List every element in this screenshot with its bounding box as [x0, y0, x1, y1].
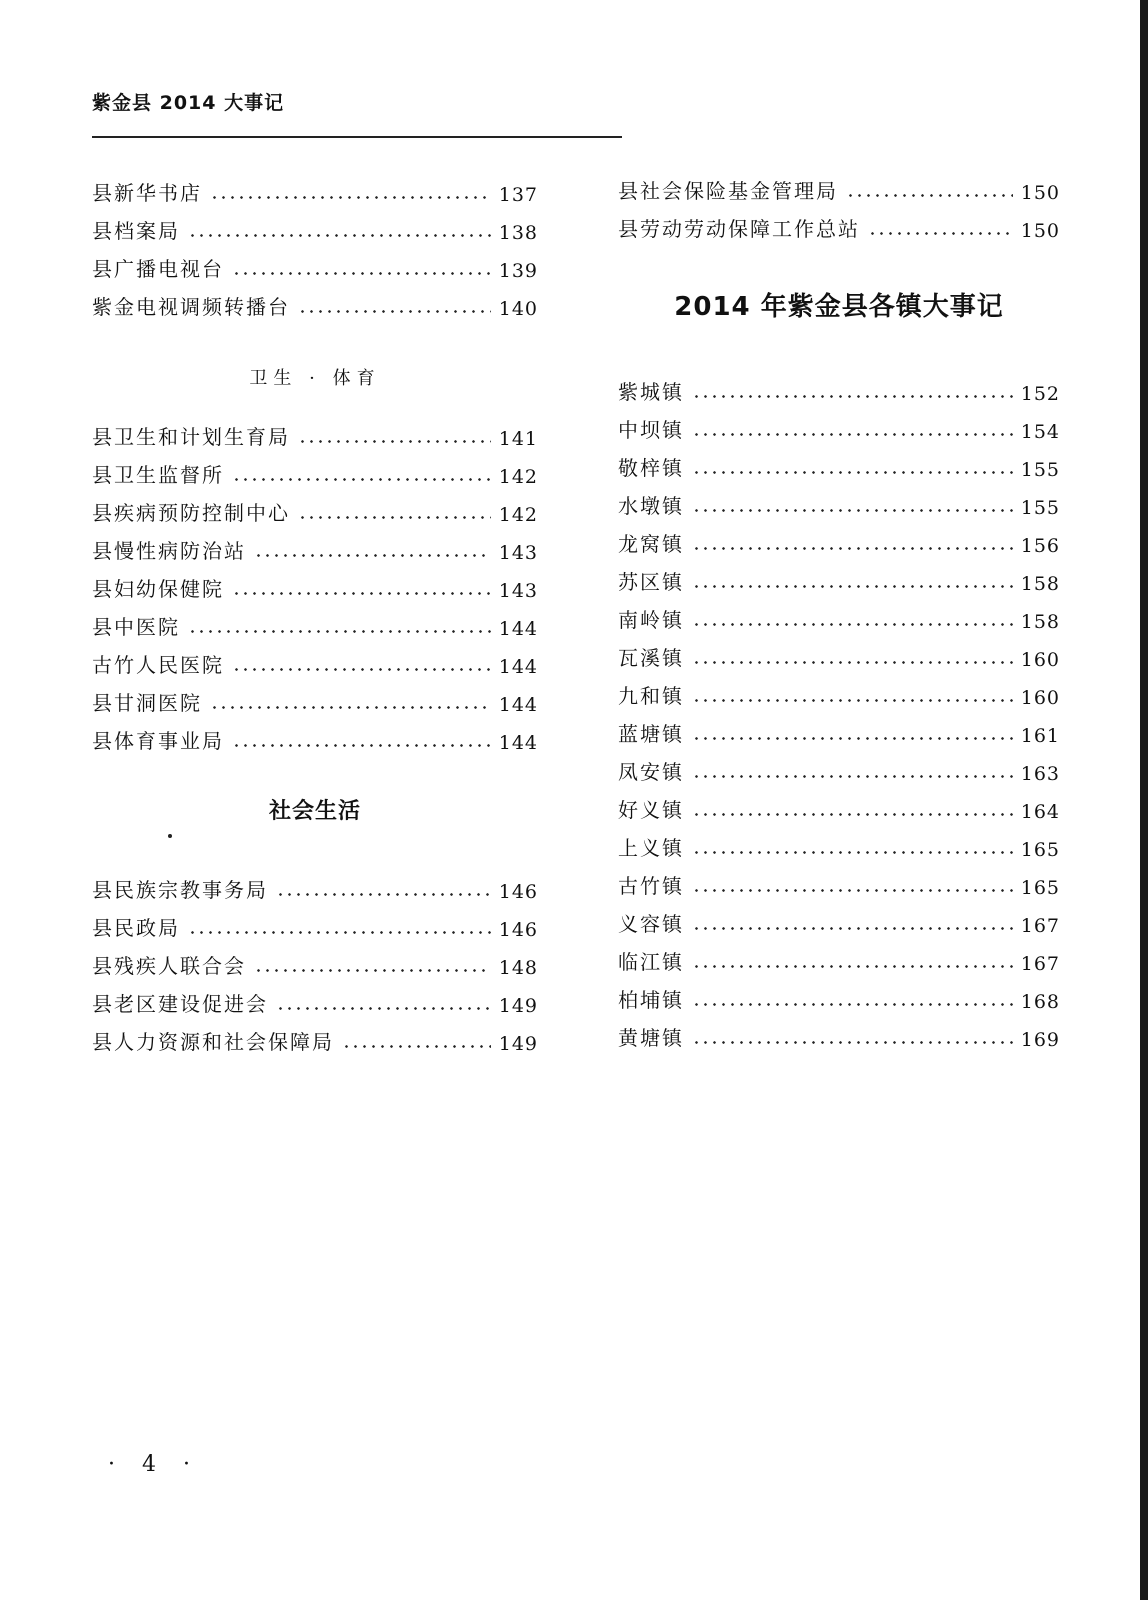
dot-leader	[692, 509, 1013, 512]
toc-entry-page: 168	[1020, 991, 1060, 1013]
dot-leader	[692, 851, 1013, 854]
dot-leader	[692, 585, 1013, 588]
dot-leader	[846, 194, 1013, 197]
dot-leader	[276, 1007, 491, 1010]
toc-entry[interactable]	[618, 166, 1060, 204]
toc-entry-label: 县体育事业局	[92, 729, 224, 753]
toc-entry-page: 144	[498, 618, 538, 640]
dot-leader	[692, 661, 1013, 664]
toc-entry[interactable]	[92, 678, 538, 716]
toc-entry-page: 164	[1020, 801, 1060, 823]
toc-entry[interactable]	[92, 865, 538, 903]
dot-leader	[232, 478, 491, 481]
dot-leader	[232, 272, 491, 275]
dot-leader	[254, 554, 491, 557]
toc-entry[interactable]	[92, 244, 538, 282]
dot-leader	[692, 623, 1013, 626]
toc-entry-label: 县民政局	[92, 916, 180, 940]
toc-entry-label: 县甘洞医院	[92, 691, 202, 715]
toc-entry-page: 161	[1020, 725, 1060, 747]
toc-entry-label: 县老区建设促进会	[92, 992, 268, 1016]
toc-entry-page: 146	[498, 881, 538, 903]
toc-entry[interactable]	[92, 450, 538, 488]
dot-leader	[232, 744, 491, 747]
toc-entry-label: 临江镇	[618, 950, 684, 974]
dot-leader	[692, 1041, 1013, 1044]
toc-entry[interactable]	[618, 937, 1060, 975]
toc-entry[interactable]	[618, 367, 1060, 405]
toc-entry-label: 县疾病预防控制中心	[92, 501, 290, 525]
toc-entry-page: 144	[498, 656, 538, 678]
toc-entry-label: 县民族宗教事务局	[92, 878, 268, 902]
toc-entry-page: 143	[498, 542, 538, 564]
toc-entry-page: 152	[1020, 383, 1060, 405]
toc-entry-label: 县广播电视台	[92, 257, 224, 281]
toc-entry[interactable]	[618, 595, 1060, 633]
dot-leader	[692, 927, 1013, 930]
toc-entry[interactable]	[92, 1017, 538, 1055]
dot-leader	[298, 310, 491, 313]
toc-entry-label: 瓦溪镇	[618, 646, 684, 670]
toc-entry[interactable]	[618, 519, 1060, 557]
dot-leader	[342, 1045, 491, 1048]
toc-entry[interactable]	[618, 785, 1060, 823]
toc-entry-label: 县档案局	[92, 219, 180, 243]
dot-leader	[210, 706, 491, 709]
toc-entry-label: 县劳动劳动保障工作总站	[618, 217, 860, 241]
toc-entry-page: 137	[498, 184, 538, 206]
dot-leader	[232, 592, 491, 595]
toc-entry-label: 县卫生监督所	[92, 463, 224, 487]
toc-entry-label: 古竹镇	[618, 874, 684, 898]
toc-entry-label: 县慢性病防治站	[92, 539, 246, 563]
toc-entry-page: 165	[1020, 877, 1060, 899]
toc-entry-page: 139	[498, 260, 538, 282]
toc-entry-page: 143	[498, 580, 538, 602]
dot-leader	[868, 232, 1013, 235]
toc-entry-page: 149	[498, 995, 538, 1017]
toc-entry[interactable]	[92, 602, 538, 640]
dot-leader	[692, 889, 1013, 892]
toc-entry-page: 148	[498, 957, 538, 979]
toc-entry[interactable]	[92, 979, 538, 1017]
toc-entry[interactable]	[92, 564, 538, 602]
toc-group-culture	[92, 168, 538, 320]
dot-leader	[188, 931, 491, 934]
dot-leader	[298, 440, 491, 443]
toc-entry-label: 上义镇	[618, 836, 684, 860]
toc-entry[interactable]	[92, 903, 538, 941]
dot-leader	[188, 234, 491, 237]
toc-entry-page: 142	[498, 504, 538, 526]
toc-entry-label: 紫城镇	[618, 380, 684, 404]
toc-entry-label: 龙窝镇	[618, 532, 684, 556]
dot-leader	[692, 547, 1013, 550]
stray-dot	[168, 834, 172, 838]
toc-entry-page: 142	[498, 466, 538, 488]
toc-entry-label: 县新华书店	[92, 181, 202, 205]
toc-entry[interactable]	[618, 975, 1060, 1013]
toc-entry-label: 九和镇	[618, 684, 684, 708]
toc-entry-page: 149	[498, 1033, 538, 1055]
toc-entry-label: 中坝镇	[618, 418, 684, 442]
toc-entry[interactable]	[92, 488, 538, 526]
toc-entry-page: 167	[1020, 915, 1060, 937]
toc-entry-label: 县社会保险基金管理局	[618, 179, 838, 203]
section-title-social-life: 社会生活	[268, 799, 361, 824]
toc-entry[interactable]	[618, 481, 1060, 519]
toc-group-labour	[618, 166, 1060, 242]
toc-entry[interactable]	[92, 640, 538, 678]
dot-leader	[276, 893, 491, 896]
toc-entry[interactable]	[618, 405, 1060, 443]
dot-leader	[692, 395, 1013, 398]
dot-leader	[298, 516, 491, 519]
toc-entry-page: 144	[498, 694, 538, 716]
toc-entry-label: 县妇幼保健院	[92, 577, 224, 601]
dot-leader	[692, 699, 1013, 702]
toc-entry-page: 144	[498, 732, 538, 754]
toc-entry-label: 县卫生和计划生育局	[92, 425, 290, 449]
toc-entry[interactable]	[618, 747, 1060, 785]
toc-entry[interactable]	[618, 1013, 1060, 1051]
toc-entry[interactable]	[618, 823, 1060, 861]
toc-entry[interactable]	[618, 443, 1060, 481]
toc-entry[interactable]	[92, 526, 538, 564]
toc-entry-label: 凤安镇	[618, 760, 684, 784]
toc-entry-page: 138	[498, 222, 538, 244]
dot-leader	[692, 1003, 1013, 1006]
toc-group-health	[92, 412, 538, 754]
toc-group-towns	[618, 367, 1060, 1051]
toc-entry-label: 敬梓镇	[618, 456, 684, 480]
toc-entry-page: 150	[1020, 220, 1060, 242]
toc-entry-page: 141	[498, 428, 538, 450]
scan-edge	[1140, 0, 1148, 1600]
toc-entry-page: 154	[1020, 421, 1060, 443]
toc-entry-page: 169	[1020, 1029, 1060, 1051]
toc-entry-label: 蓝塘镇	[618, 722, 684, 746]
dot-leader	[692, 813, 1013, 816]
toc-entry-page: 140	[498, 298, 538, 320]
toc-entry-page: 167	[1020, 953, 1060, 975]
toc-entry-label: 古竹人民医院	[92, 653, 224, 677]
toc-entry-page: 158	[1020, 573, 1060, 595]
toc-entry-page: 150	[1020, 182, 1060, 204]
section-title-town-events: 2014 年紫金县各镇大事记	[674, 292, 1004, 322]
section-title-health-sports: 卫生 · 体育	[249, 368, 381, 389]
toc-entry[interactable]	[618, 557, 1060, 595]
toc-right-column	[618, 166, 1060, 1051]
toc-entry[interactable]	[92, 282, 538, 320]
toc-entry-page: 165	[1020, 839, 1060, 861]
toc-entry[interactable]	[92, 716, 538, 754]
toc-group-social	[92, 865, 538, 1055]
dot-leader	[254, 969, 491, 972]
toc-entry[interactable]	[92, 168, 538, 206]
toc-entry-label: 好义镇	[618, 798, 684, 822]
toc-entry-page: 158	[1020, 611, 1060, 633]
toc-entry[interactable]	[92, 206, 538, 244]
dot-leader	[692, 737, 1013, 740]
toc-entry[interactable]	[618, 709, 1060, 747]
dot-leader	[188, 630, 491, 633]
toc-entry-label: 义容镇	[618, 912, 684, 936]
dot-leader	[692, 775, 1013, 778]
toc-entry[interactable]	[618, 633, 1060, 671]
toc-entry-label: 县人力资源和社会保障局	[92, 1030, 334, 1054]
dot-leader	[692, 433, 1013, 436]
dot-leader	[232, 668, 491, 671]
header-rule	[92, 136, 622, 138]
toc-entry-page: 160	[1020, 687, 1060, 709]
toc-entry-page: 155	[1020, 497, 1060, 519]
toc-entry-label: 水墩镇	[618, 494, 684, 518]
dot-leader	[692, 471, 1013, 474]
toc-entry[interactable]	[618, 899, 1060, 937]
toc-entry[interactable]	[618, 861, 1060, 899]
toc-entry-label: 县中医院	[92, 615, 180, 639]
toc-entry-page: 155	[1020, 459, 1060, 481]
running-header: 紫金县 2014 大事记	[92, 92, 285, 114]
page-number: · 4 ·	[108, 1452, 200, 1477]
toc-entry-label: 县残疾人联合会	[92, 954, 246, 978]
toc-entry-label: 苏区镇	[618, 570, 684, 594]
toc-entry-label: 南岭镇	[618, 608, 684, 632]
dot-leader	[210, 196, 491, 199]
toc-entry-label: 柏埔镇	[618, 988, 684, 1012]
toc-entry-label: 黄塘镇	[618, 1026, 684, 1050]
toc-entry-page: 156	[1020, 535, 1060, 557]
toc-entry-page: 146	[498, 919, 538, 941]
toc-entry[interactable]	[618, 204, 1060, 242]
toc-entry-page: 160	[1020, 649, 1060, 671]
toc-entry[interactable]	[618, 671, 1060, 709]
dot-leader	[692, 965, 1013, 968]
toc-entry[interactable]	[92, 412, 538, 450]
toc-entry-label: 紫金电视调频转播台	[92, 295, 290, 319]
toc-left-column	[92, 168, 538, 1055]
toc-entry[interactable]	[92, 941, 538, 979]
toc-entry-page: 163	[1020, 763, 1060, 785]
